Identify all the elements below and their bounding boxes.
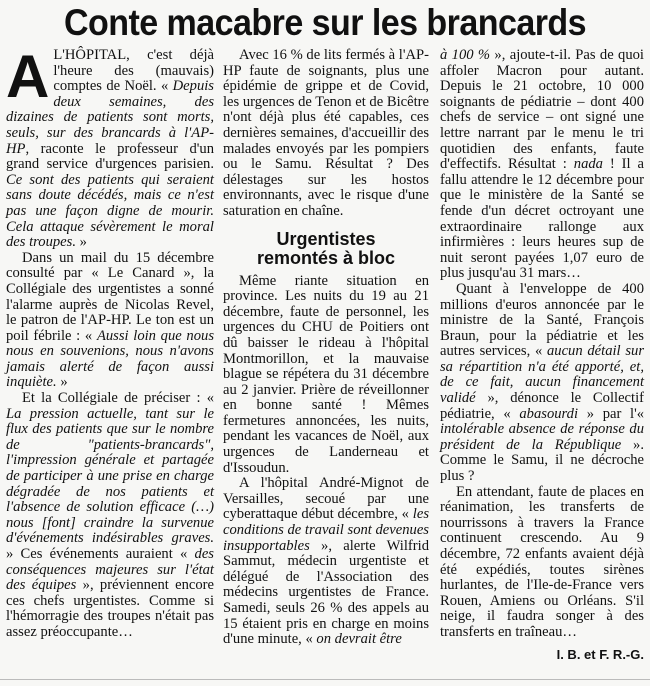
paragraph: Même riante situation en province. Les nuits du 19 au 21 décembre, faute de personnel, les urgences du CHU de Poitiers ont dû baisser le rideau à l'hôpital Montmorillon, et la mauvaise blague se répétera du 31 décembre au 2 janvier. Prière de réveillonner en bonne santé ! Mêmes fermetures annoncées, les nuits, pendant les vacances de Noël, aux urgences de Landerneau et d'Issoudun. [223,272,429,476]
paragraph: Avec 16 % de lits fermés à l'AP-HP faute de soignants, plus une épidémie de grippe et de Covid, les urgences de Tenon et de Bicêtre n'ont déjà plus été capables, ces dernières semaines, d'accueillir des malades envoyés par les pompiers ou le Samu. Résultat ? Des délestages sur les hostos environnants, avec le risque d'une saturation en chaîne. [223,47,429,219]
byline: I. B. et F. R.-G. [556,646,644,662]
divider [0,679,650,680]
headline: Conte macabre sur les brancards [63,2,587,43]
paragraph: Et la Collégiale de préciser : « La pression actuelle, tant sur le flux des patients que sur le nombre de "patients-brancards", l'impression générale et partagée de participer à une prise en charge dégradée de nos patients et l'absence de solution efficace (…) nous [font] craindre la survenue d'événements indésirables graves. » Ces événements auraient « des conséquences majeures sur l'état des équipes », préviennent encore ces chefs urgentistes. Comme si l'hémorragie des troupes n'était pas assez préoccupante… [6,390,214,640]
subheading: Urgentistes remontés à bloc [256,228,396,268]
column-1 [6,43,214,641]
paragraph: Quant à l'enveloppe de 400 millions d'euros annoncée par le ministre de la Santé, François Braun, pour la pédiatrie et les autres services, « aucun détail sur sa répartition n'a été apporté, et, de ce fait, aucun financement validé », dénonce le Collectif pédiatrie, « abasourdi » par l'« intolérable absence de réponse du président de la République ». Comme le Samu, il ne décroche plus ? [440,280,645,485]
paragraph: A l'hôpital André-Mignot de Versailles, secoué par une cyberattaque début décembre, « les conditions de travail sont devenues insupportables », alerte Wilfrid Sammut, médecin urgentiste et délégué de l'Association des médecins urgentistes de France. Samedi, seuls 26 % des appels au 15 étaient pris en charge en moins d'une minute, « on devrait être [223,475,429,648]
paragraph: Dans un mail du 15 décembre consulté par « Le Canard », la Collégiale des urgentistes a sonné l'alarme auprès de Nicolas Revel, le patron de l'AP-HP. Le ton est un poil fébrile : « Aussi loin que nous nous en souvenions, nous n'avons jamais alerté de façon aussi inquiète. » [6,249,214,391]
column-3 [440,48,644,662]
drop-cap: A [6,43,50,110]
paragraph: En attendant, faute de places en réanimation, les transferts de nourrissons à travers la France continuent crescendo. Au 9 décembre, 72 enfants avaient déjà été expédiés, toutes sirènes hurlantes, de l'Ile-de-France vers Rouen, Amiens ou Orléans. S'il neige, il faudra songer à des transferts en traîneau… [440,483,644,640]
paragraph: A L'HÔPITAL, c'est déjà l'heure des (mauvais) comptes de Noël. « Depuis deux semaines, des dizaines de patients sont morts, seuls, sur des brancards à l'AP-HP, raconte le professeur d'un grand service d'urgences parisien. Ce sont des patients qui seraient sans doute décédés, mais ce n'est pas une façon digne de mourir. Cela attaque sévèrement le moral des troupes. » [6,43,214,251]
column-2 [223,48,429,648]
paragraph: à 100 % », ajoute-t-il. Pas de quoi affoler Macron pour autant. Depuis le 21 octobre, 10 000 soignants de pédiatrie – dont 400 chefs de service – ont signé une lettre narrant par le menu le tri quotidien des enfants, faute d'effectifs. Résultat : nada ! Il a fallu attendre le 12 décembre pour que le ministère de la Santé se fende d'un décret octroyant une extraordinaire rallonge aux infirmières : leurs heures sup de nuit seront payées 1,07 euro de plus jusqu'au 31 mars… [440,47,644,282]
